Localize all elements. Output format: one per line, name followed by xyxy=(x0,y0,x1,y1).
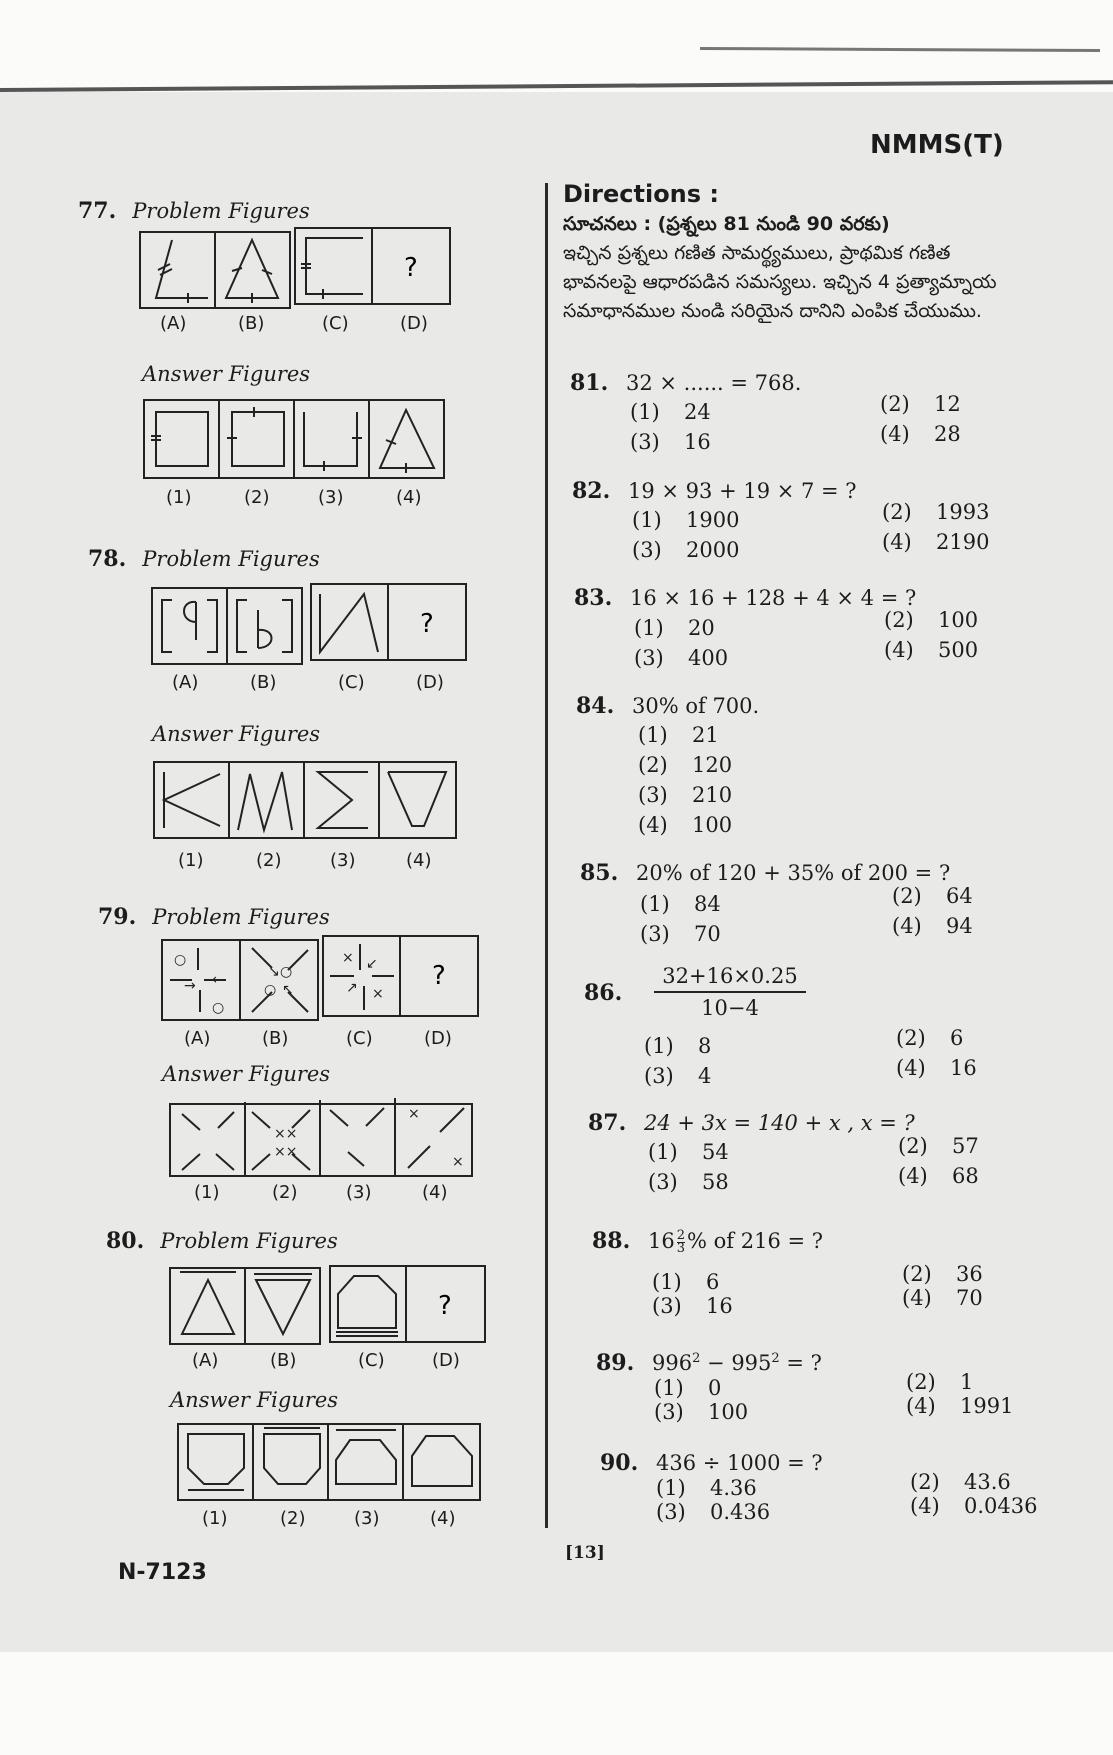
label-b: (B) xyxy=(250,672,277,693)
question-mark: ? xyxy=(420,609,434,639)
option-3: (3) 0.436 xyxy=(656,1500,771,1524)
option-1: (1) 84 xyxy=(640,892,721,916)
svg-text:○: ○ xyxy=(174,952,187,968)
label-a: (A) xyxy=(172,672,199,693)
question-84 xyxy=(576,693,759,719)
label-2: (2) xyxy=(280,1508,306,1529)
option-3: (3) 70 xyxy=(640,922,721,946)
label-3: (3) xyxy=(346,1182,372,1203)
option-2: (2) 57 xyxy=(898,1134,979,1158)
option-3: (3) 210 xyxy=(638,783,733,807)
svg-text:×: × xyxy=(342,950,354,966)
label-b: (B) xyxy=(262,1028,289,1049)
option-2: (2) 1 xyxy=(906,1370,974,1394)
answer-figures-title: Answer Figures xyxy=(170,1388,339,1412)
option-4: (4) 16 xyxy=(896,1056,977,1080)
svg-text:×: × xyxy=(452,1154,464,1170)
q79-answer-figures xyxy=(168,1096,476,1178)
question-77-heading xyxy=(78,198,310,224)
q80-problem-figures xyxy=(168,1264,488,1346)
question-text: 24 + 3x = 140 + x , x = ? xyxy=(644,1111,915,1135)
question-text: 32 × ...... = 768. xyxy=(626,371,802,395)
svg-text:↘: ↘ xyxy=(268,964,280,980)
label-a: (A) xyxy=(160,313,187,334)
question-number: 83. xyxy=(574,585,613,611)
question-text: 19 × 93 + 19 × 7 = ? xyxy=(628,479,857,503)
question-number: 81. xyxy=(570,370,609,396)
denominator: 10−4 xyxy=(701,996,759,1020)
option-2: (2) 36 xyxy=(902,1262,983,1286)
svg-text:○: ○ xyxy=(264,982,277,998)
label-a: (A) xyxy=(192,1350,219,1371)
question-mark: ? xyxy=(432,961,446,991)
label-1: (1) xyxy=(194,1182,220,1203)
label-3: (3) xyxy=(354,1508,380,1529)
svg-text:×: × xyxy=(408,1106,420,1122)
svg-text:←: ← xyxy=(212,972,224,988)
question-85 xyxy=(580,860,950,886)
mixed-whole: 16 xyxy=(648,1229,675,1253)
question-89: 89. $996^2 - 995^2$ = ? xyxy=(596,1350,822,1376)
column-divider xyxy=(545,183,548,1528)
label-a: (A) xyxy=(184,1028,211,1049)
question-text: 436 ÷ 1000 = ? xyxy=(656,1451,823,1475)
question-text: 20% of 120 + 35% of 200 = ? xyxy=(636,861,951,885)
question-number: 79. xyxy=(98,904,137,930)
question-number: 82. xyxy=(572,478,611,504)
label-2: (2) xyxy=(272,1182,298,1203)
question-text: 16 × 16 + 128 + 4 × 4 = ? xyxy=(630,586,917,610)
label-c: (C) xyxy=(346,1028,373,1049)
option-2: (2) 120 xyxy=(638,753,733,777)
option-2: (2) 64 xyxy=(892,884,973,908)
option-4: (4) 1991 xyxy=(906,1394,1014,1418)
label-3: (3) xyxy=(318,487,344,508)
option-1: (1) 20 xyxy=(634,616,715,640)
option-1: (1) 54 xyxy=(648,1140,729,1164)
option-3: (3) 4 xyxy=(644,1064,712,1088)
svg-text:××: ×× xyxy=(274,1144,298,1160)
question-number: 86. xyxy=(584,980,623,1006)
option-3: (3) 58 xyxy=(648,1170,729,1194)
directions-telugu-body: ఇచ్చిన ప్రశ్నలు గణిత సామర్థ్యములు, ప్రాథమిక గణిత భావనలపై ఆధారపడిన సమస్యలు. ఇచ్చిన 4 ప్రత్యామ్నాయ సమాధానముల నుండి సరియైన దానిని ఎంపిక చేయుము. xyxy=(563,242,997,322)
question-79-heading xyxy=(98,904,330,930)
problem-figures-title: Problem Figures xyxy=(132,199,310,223)
option-1: (1) 6 xyxy=(652,1270,720,1294)
q80-answer-figures xyxy=(176,1420,484,1502)
option-3: (3) 16 xyxy=(652,1294,733,1318)
angle-figure xyxy=(156,240,208,298)
option-4: (4) 2190 xyxy=(882,530,990,554)
option-3: (3) 16 xyxy=(630,430,711,454)
label-d: (D) xyxy=(400,313,428,334)
bracket-figure xyxy=(306,238,363,294)
question-mark: ? xyxy=(404,253,418,283)
option-4: (4) 28 xyxy=(880,422,961,446)
page-number: [13] xyxy=(565,1543,605,1563)
svg-text:↖: ↖ xyxy=(282,982,294,998)
question-81 xyxy=(570,370,801,396)
question-87 xyxy=(588,1110,915,1136)
problem-figures-title: Problem Figures xyxy=(142,547,320,571)
option-3: (3) 100 xyxy=(654,1400,749,1424)
question-88 xyxy=(592,1228,823,1255)
label-1: (1) xyxy=(166,487,192,508)
label-d: (D) xyxy=(432,1350,460,1371)
option-4: (4) 100 xyxy=(638,813,733,837)
paper-code-footer: N-7123 xyxy=(118,1560,207,1585)
label-4: (4) xyxy=(396,487,422,508)
option-4: (4) 70 xyxy=(902,1286,983,1310)
label-b: (B) xyxy=(238,313,265,334)
label-4: (4) xyxy=(406,850,432,871)
option-2: (2) 100 xyxy=(884,608,979,632)
option-1: (1) 21 xyxy=(638,723,719,747)
label-3: (3) xyxy=(330,850,356,871)
label-c: (C) xyxy=(338,672,365,693)
question-number: 87. xyxy=(588,1110,627,1136)
option-1: (1) 4.36 xyxy=(656,1476,757,1500)
question-number: 78. xyxy=(88,546,127,572)
answer-figures-title: Answer Figures xyxy=(162,1062,331,1086)
answer-figures-title: Answer Figures xyxy=(142,362,311,386)
svg-text:○: ○ xyxy=(212,1000,225,1016)
q79-problem-figures xyxy=(160,934,480,1024)
question-number: 89. xyxy=(596,1350,635,1376)
answer-figures-title: Answer Figures xyxy=(152,722,321,746)
option-2: (2) 43.6 xyxy=(910,1470,1011,1494)
option-1: (1) 24 xyxy=(630,400,711,424)
q77-answer-figures xyxy=(142,398,446,480)
question-80-heading xyxy=(106,1228,338,1254)
question-number: 90. xyxy=(600,1450,639,1476)
label-4: (4) xyxy=(422,1182,448,1203)
option-4: (4) 68 xyxy=(898,1164,979,1188)
question-number: 88. xyxy=(592,1228,631,1254)
svg-text:××: ×× xyxy=(274,1126,298,1142)
label-d: (D) xyxy=(424,1028,452,1049)
question-86 xyxy=(584,980,640,1006)
label-c: (C) xyxy=(322,313,349,334)
question-number: 77. xyxy=(78,198,117,224)
label-1: (1) xyxy=(178,850,204,871)
question-mark: ? xyxy=(438,1291,452,1321)
option-1: (1) 0 xyxy=(654,1376,722,1400)
mixed-fraction: $\frac{2}{3}$ xyxy=(676,1228,686,1256)
option-4: (4) 0.0436 xyxy=(910,1494,1038,1518)
option-3: (3) 2000 xyxy=(632,538,740,562)
svg-text:→: → xyxy=(184,978,196,994)
label-d: (D) xyxy=(416,672,444,693)
svg-text:↗: ↗ xyxy=(346,980,358,996)
q78-problem-figures xyxy=(150,582,470,668)
option-2: (2) 6 xyxy=(896,1026,964,1050)
question-text: 30% of 700. xyxy=(632,694,760,718)
q86-fraction xyxy=(654,964,806,1020)
option-4: (4) 94 xyxy=(892,914,973,938)
directions-title: Directions : xyxy=(563,180,719,208)
label-c: (C) xyxy=(358,1350,385,1371)
svg-text:○: ○ xyxy=(280,964,293,980)
question-number: 80. xyxy=(106,1228,145,1254)
label-2: (2) xyxy=(256,850,282,871)
question-number: 84. xyxy=(576,693,615,719)
option-4: (4) 500 xyxy=(884,638,979,662)
q78-answer-figures xyxy=(152,760,458,842)
svg-text:↙: ↙ xyxy=(366,956,378,972)
q77-problem-figures xyxy=(138,226,454,310)
label-4: (4) xyxy=(430,1508,456,1529)
problem-figures-title: Problem Figures xyxy=(160,1229,338,1253)
option-1: (1) 8 xyxy=(644,1034,712,1058)
problem-figures-title: Problem Figures xyxy=(152,905,330,929)
question-78-heading xyxy=(88,546,320,572)
question-83 xyxy=(574,585,916,611)
option-2: (2) 12 xyxy=(880,392,961,416)
directions-telugu-heading: సూచనలు : (ప్రశ్నలు 81 నుండి 90 వరకు) xyxy=(563,213,890,235)
question-text: % of 216 = ? xyxy=(687,1229,824,1253)
directions-text xyxy=(563,210,1023,326)
label-b: (B) xyxy=(270,1350,297,1371)
label-2: (2) xyxy=(244,487,270,508)
numerator: 32+16×0.25 xyxy=(662,964,798,988)
svg-text:×: × xyxy=(372,986,384,1002)
question-number: 85. xyxy=(580,860,619,886)
triangle-figure xyxy=(226,240,278,298)
option-2: (2) 1993 xyxy=(882,500,990,524)
exam-code-header: NMMS(T) xyxy=(870,130,1004,160)
question-90 xyxy=(600,1450,823,1476)
option-3: (3) 400 xyxy=(634,646,729,670)
option-1: (1) 1900 xyxy=(632,508,740,532)
label-1: (1) xyxy=(202,1508,228,1529)
scan-bottom-margin xyxy=(0,1652,1113,1755)
question-82 xyxy=(572,478,857,504)
